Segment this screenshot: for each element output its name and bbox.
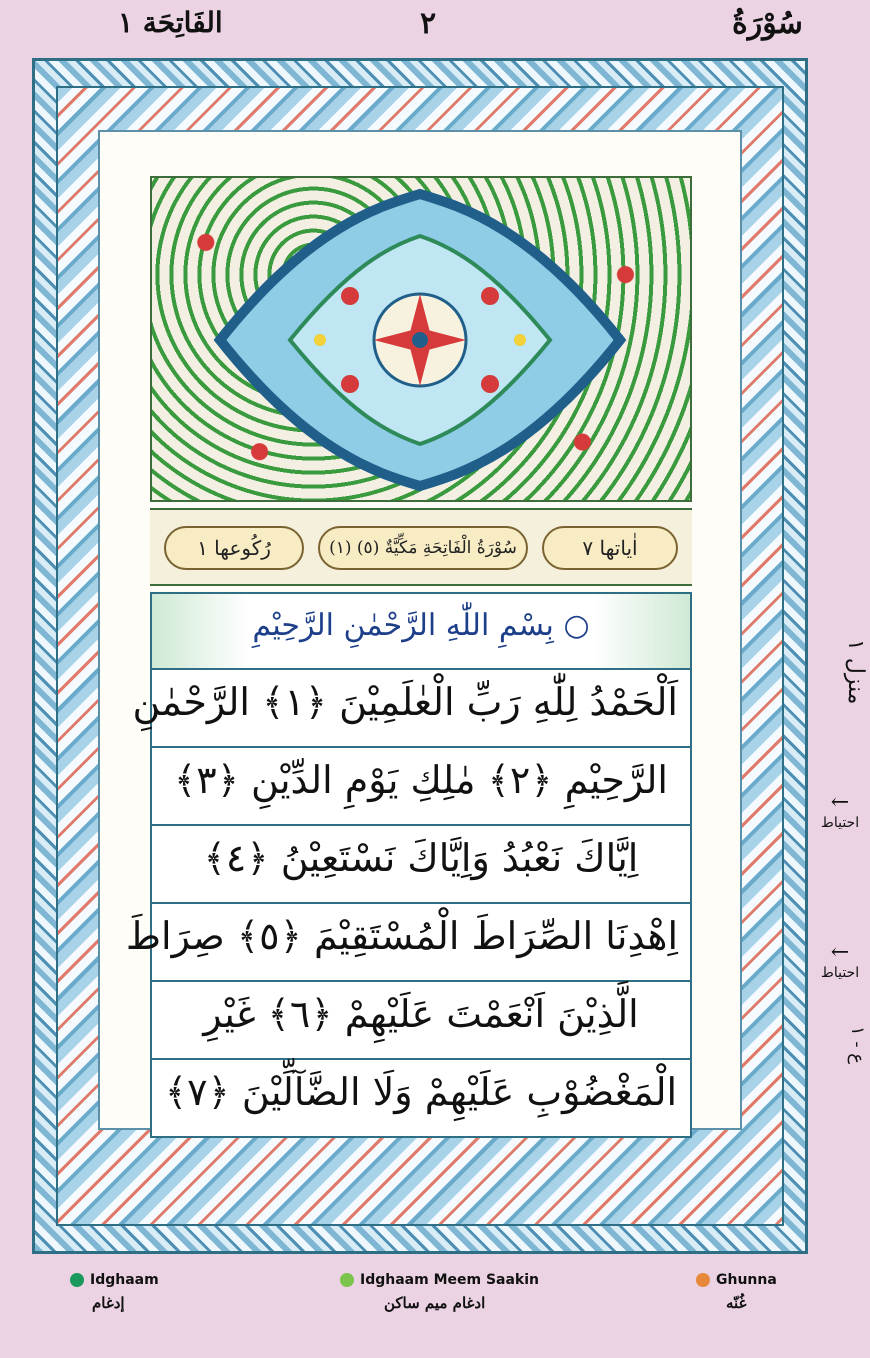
- verse-line: [132, 670, 690, 748]
- surah-label: سُوْرَةُ: [732, 6, 803, 41]
- verse-box: [125, 592, 692, 1138]
- legend-idghaam: [70, 1272, 159, 1312]
- legend-arabic: ادغام میم ساکن: [384, 1294, 486, 1312]
- illumination-medallion: [200, 186, 640, 494]
- verse-text: اِيَّاكَ نَعْبُدُ وَاِيَّاكَ نَسْتَعِيْنُ ﴿٤﴾: [203, 836, 639, 880]
- legend-arabic: غُنّه: [726, 1294, 747, 1312]
- legend-ghunna: [696, 1272, 777, 1312]
- verse-text: اِهْدِنَا الصِّرَاطَ الْمُسْتَقِيْمَ ﴿٥﴾ صِرَاطَ: [125, 914, 678, 958]
- verse-line: [152, 982, 690, 1060]
- verse-text: الرَّحِيْمِ ﴿٢﴾ مٰلِكِ يَوْمِ الدِّيْنِ ﴿٣﴾: [174, 758, 668, 802]
- verse-text: الْمَغْضُوْبِ عَلَيْهِمْ وَلَا الضَّآلِّيْنَ ﴿٧﴾: [164, 1070, 678, 1114]
- ihtiyat-label: احتياط: [820, 965, 860, 981]
- ihtiyat-label: احتياط: [820, 815, 860, 831]
- ihtiyat-marker-1: [812, 790, 868, 831]
- page-header: [0, 0, 870, 56]
- legend-label: Ghunna: [716, 1272, 777, 1288]
- page-number: ٢: [420, 6, 437, 41]
- verse-text: الَّذِيْنَ اَنْعَمْتَ عَلَيْهِمْ ﴿٦﴾ غَيْرِ: [203, 992, 639, 1036]
- color-dot-icon: [340, 1273, 354, 1287]
- ihtiyat-marker-2: [812, 940, 868, 981]
- legend-arabic: إدغام: [92, 1294, 125, 1312]
- verse-text: اَلْحَمْدُ لِلّٰهِ رَبِّ الْعٰلَمِيْنَ ﴿١﴾ الرَّحْمٰنِ: [132, 680, 678, 724]
- surah-info-bar: [150, 508, 692, 586]
- verse-line: [152, 748, 690, 826]
- verse-line: [125, 904, 690, 982]
- surah-name-header: الفَاتِحَة ١: [118, 6, 223, 39]
- ruku-marker: ع - ١: [847, 1026, 868, 1064]
- legend-label: Idghaam Meem Saakin: [360, 1272, 540, 1288]
- arrow-up-icon: ←: [830, 790, 850, 815]
- legend-idghaam-meem: [340, 1272, 539, 1312]
- verse-count: اٰياتها ٧: [542, 526, 678, 570]
- surah-title: (١) سُوْرَةُ الْفَاتِحَةِ مَكِّيَّةٌ (٥): [318, 526, 528, 570]
- verse-line: [152, 1060, 690, 1136]
- arrow-up-icon: ←: [830, 940, 850, 965]
- legend-label: Idghaam: [90, 1272, 159, 1288]
- bismillah-line: [152, 594, 690, 670]
- color-dot-icon: [70, 1273, 84, 1287]
- verse-line: [152, 826, 690, 904]
- ruku-count: رُكُوعها ١: [164, 526, 304, 570]
- color-dot-icon: [696, 1273, 710, 1287]
- manzil-marker: منزل ١: [843, 639, 868, 705]
- bismillah-text: بِسْمِ اللّٰهِ الرَّحْمٰنِ الرَّحِيْمِ ○: [252, 608, 590, 643]
